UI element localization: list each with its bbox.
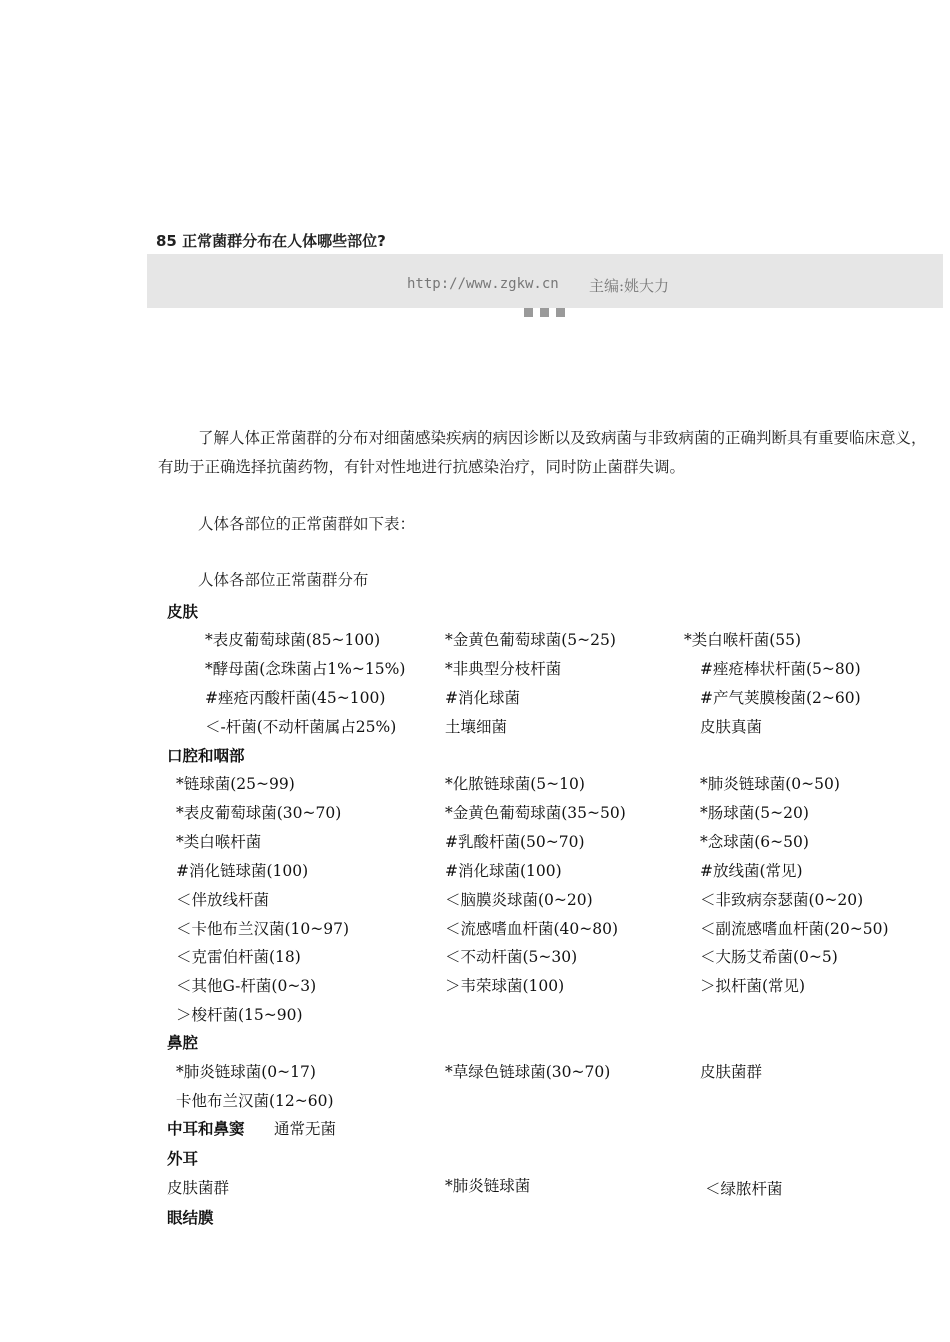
table-cell: ＞拟杆菌(常见): [700, 977, 806, 995]
table-cell: #产气荚膜梭菌(2~60): [700, 689, 861, 707]
section-skin-label: 皮肤: [167, 603, 199, 621]
table-cell: *酵母菌(念珠菌占1%~15%): [205, 660, 406, 678]
table-cell: *肺炎链球菌(0~17): [176, 1063, 316, 1081]
table-cell: *肺炎链球菌(0~50): [700, 775, 840, 793]
table-cell: *表皮葡萄球菌(30~70): [176, 804, 342, 822]
table-cell: #乳酸杆菌(50~70): [445, 833, 585, 851]
table-cell: ＜流感嗜血杆菌(40~80): [445, 920, 619, 938]
table-cell: ＜非致病奈瑟菌(0~20): [700, 891, 864, 909]
table-cell: #消化球菌(100): [445, 862, 562, 880]
table-cell: 土壤细菌: [445, 718, 508, 736]
table-cell: ＞梭杆菌(15~90): [176, 1006, 303, 1024]
table-cell: 卡他布兰汉菌(12~60): [176, 1092, 334, 1110]
table-cell: ＜绿脓杆菌: [705, 1180, 783, 1198]
intro-paragraph: 了解人体正常菌群的分布对细菌感染疾病的病因诊断以及致病菌与非致病菌的正确判断具有重要临床意义，有助于正确选择抗菌药物，有针对性地进行抗感染治疗，同时防止菌群失调。: [158, 429, 927, 476]
table-cell: *表皮葡萄球菌(85~100): [205, 631, 381, 649]
table-cell: *非典型分枝杆菌: [445, 660, 562, 678]
site-banner: [147, 254, 943, 308]
section-middle-ear-note: 通常无菌: [274, 1120, 337, 1138]
section-conjunctiva-label: 眼结膜: [167, 1209, 214, 1227]
banner-editor: 主编:姚大力: [589, 277, 670, 295]
table-cell: *金黄色葡萄球菌(35~50): [445, 804, 626, 822]
table-cell: ＜伴放线杆菌: [176, 891, 270, 909]
banner-url[interactable]: http://www.zgkw.cn: [407, 276, 559, 292]
table-cell: #消化链球菌(100): [176, 862, 309, 880]
table-cell: ＜大肠艾希菌(0~5): [700, 948, 838, 966]
table-cell: ＞韦荣球菌(100): [445, 977, 565, 995]
table-cell: 皮肤菌群: [700, 1063, 763, 1081]
table-cell: ＜卡他布兰汉菌(10~97): [176, 920, 350, 938]
table-cell: *草绿色链球菌(30~70): [445, 1063, 611, 1081]
table-cell: #消化球菌: [445, 689, 520, 707]
table-cell: #痤疮丙酸杆菌(45~100): [205, 689, 386, 707]
table-cell: *化脓链球菌(5~10): [445, 775, 585, 793]
table-cell: *链球菌(25~99): [176, 775, 295, 793]
table-caption: 人体各部位正常菌群分布: [198, 571, 369, 589]
table-cell: ＜克雷伯杆菌(18): [176, 948, 301, 966]
table-cell: *金黄色葡萄球菌(5~25): [445, 631, 616, 649]
table-cell: #痤疮棒状杆菌(5~80): [700, 660, 861, 678]
table-cell: *类白喉杆菌(55): [684, 631, 802, 649]
section-outer-ear-label: 外耳: [167, 1150, 199, 1168]
table-intro: 人体各部位的正常菌群如下表：: [198, 515, 416, 533]
table-cell: 皮肤真菌: [700, 718, 763, 736]
page-title: 85 正常菌群分布在人体哪些部位?: [156, 232, 386, 250]
table-cell: 皮肤菌群: [167, 1179, 230, 1197]
table-cell: #放线菌(常见): [700, 862, 803, 880]
table-cell: ＜其他G-杆菌(0~3): [176, 977, 317, 995]
section-middle-ear-label: 中耳和鼻窦: [167, 1120, 245, 1138]
table-cell: ＜不动杆菌(5~30): [445, 948, 578, 966]
table-cell: *肠球菌(5~20): [700, 804, 809, 822]
table-cell: *类白喉杆菌: [176, 833, 262, 851]
table-cell: *念球菌(6~50): [700, 833, 809, 851]
table-cell: ＜脑膜炎球菌(0~20): [445, 891, 593, 909]
table-cell: ＜-杆菌(不动杆菌属占25%): [205, 718, 397, 736]
section-nasal-label: 鼻腔: [167, 1034, 199, 1052]
table-cell: *肺炎链球菌: [445, 1177, 531, 1195]
table-cell: ＜副流感嗜血杆菌(20~50): [700, 920, 889, 938]
section-oral-label: 口腔和咽部: [167, 747, 245, 765]
